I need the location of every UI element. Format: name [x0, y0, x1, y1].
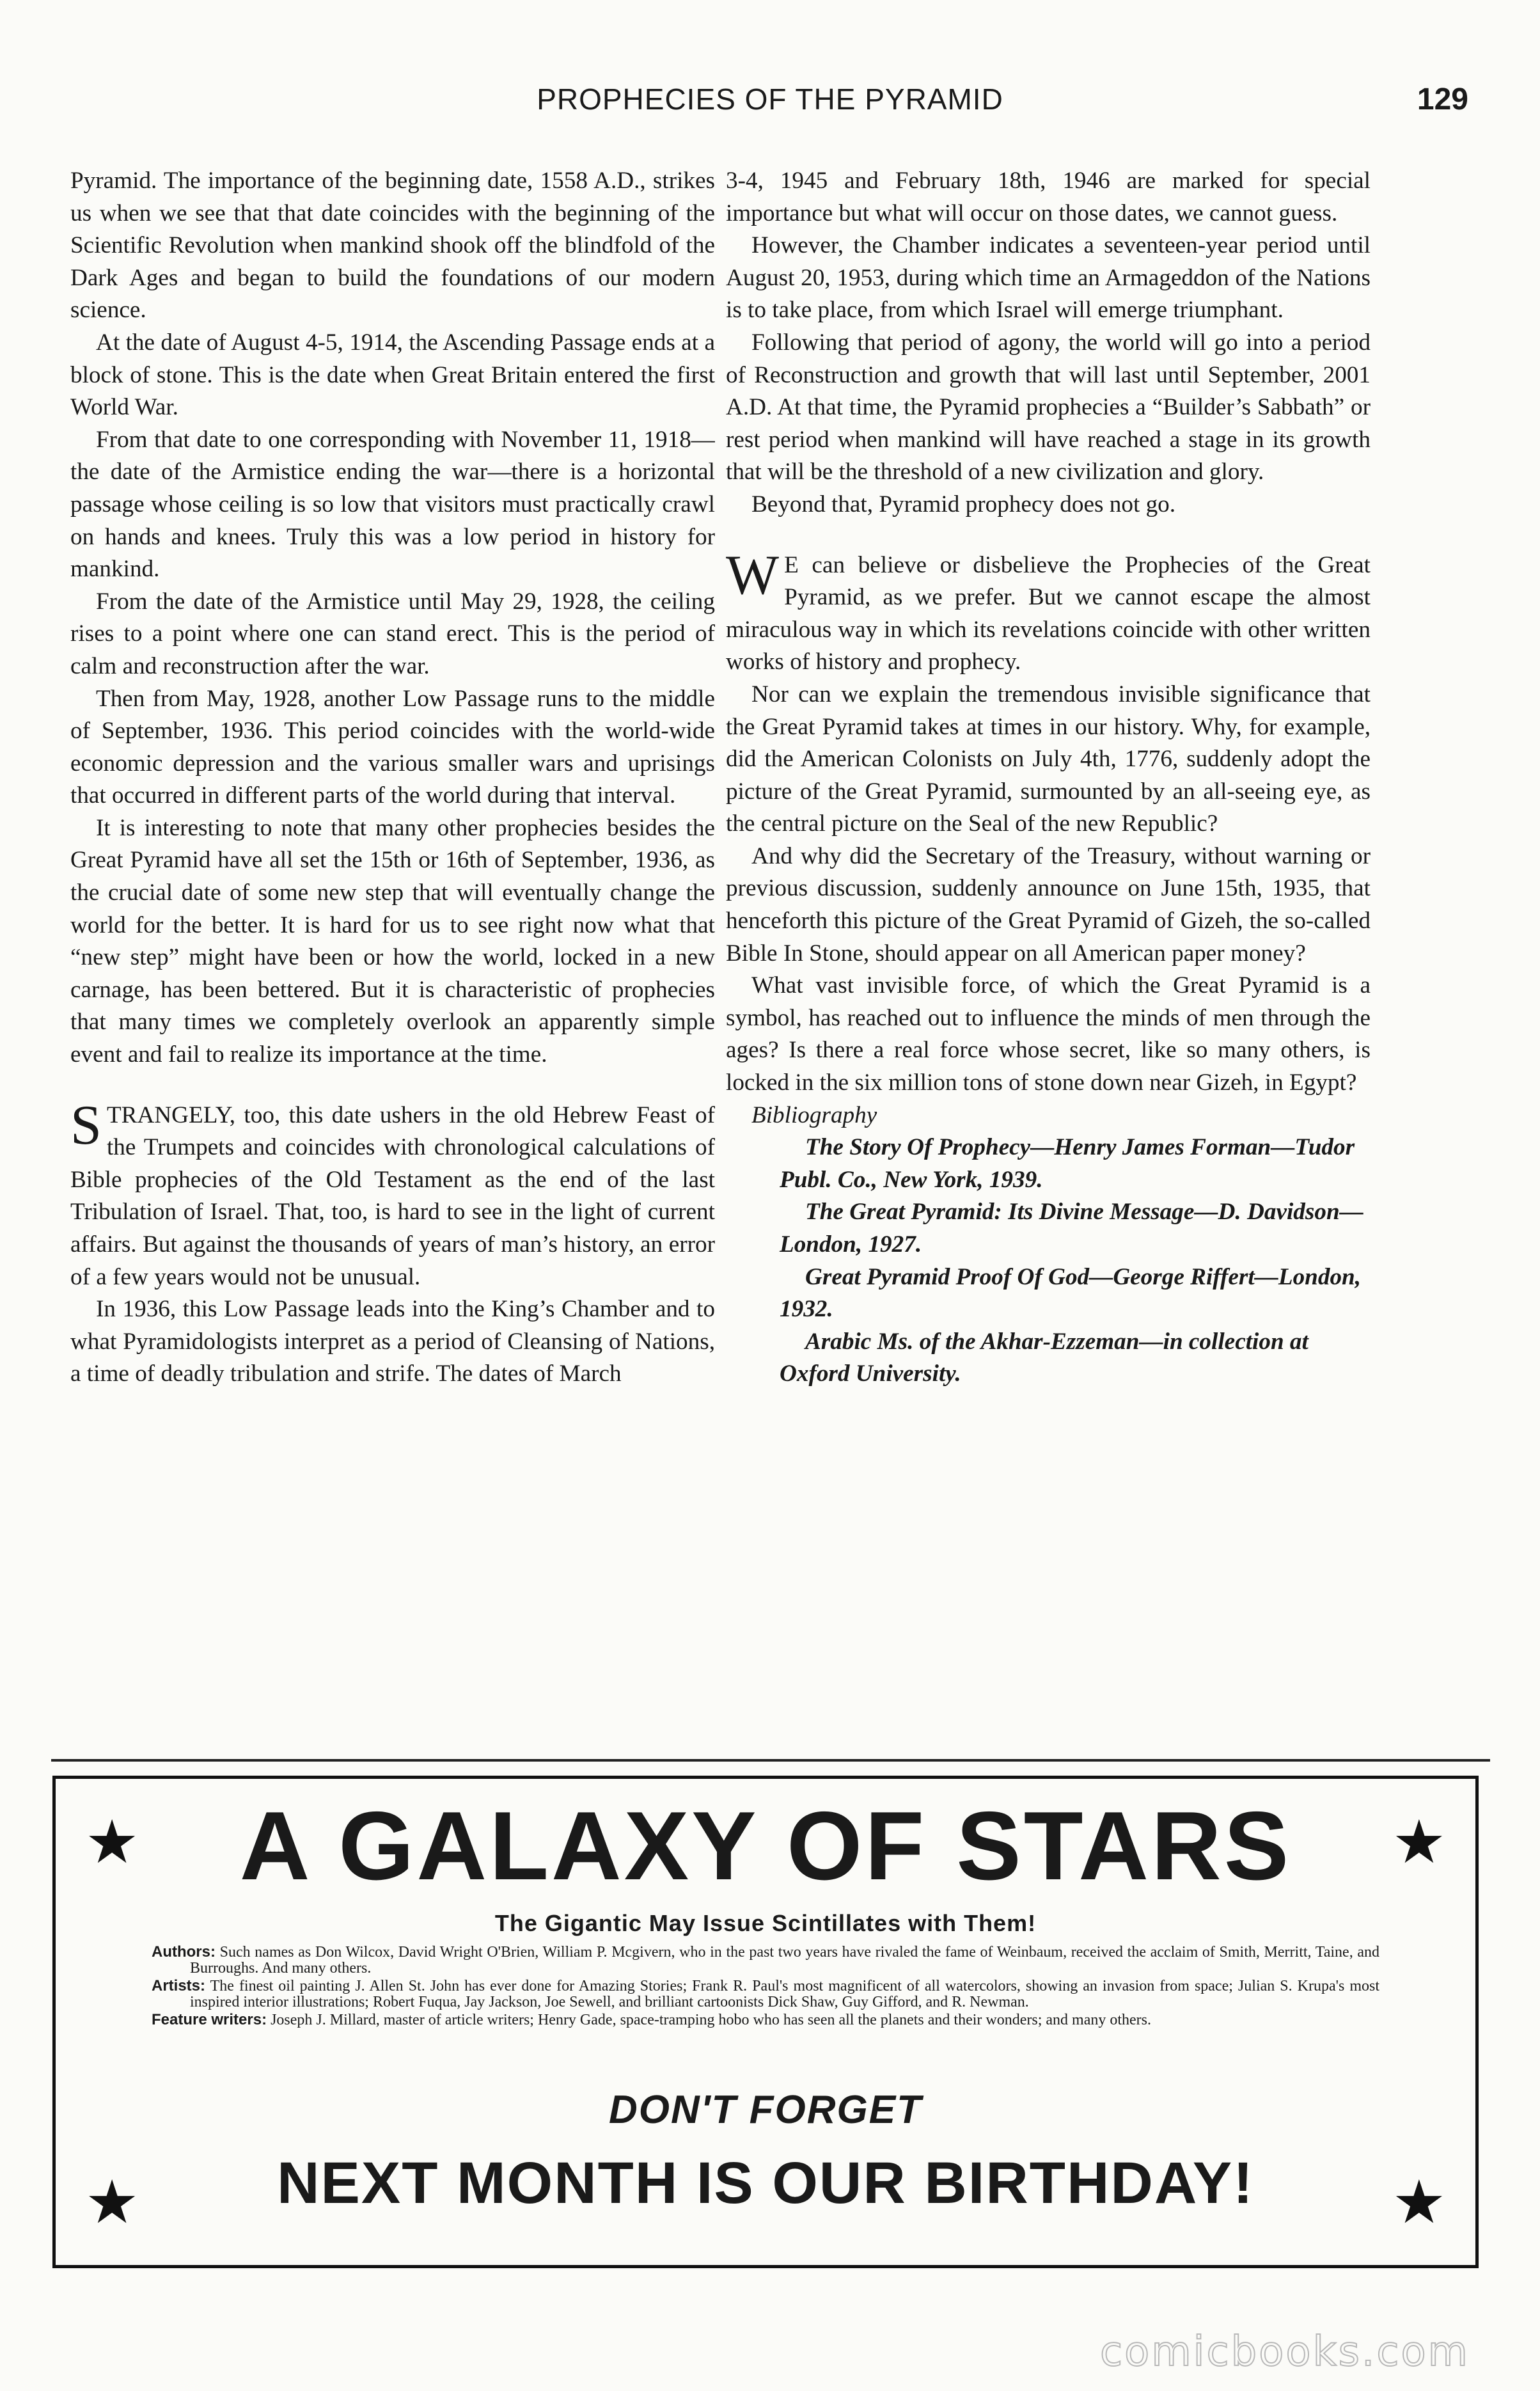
ad-dont-forget: DON'T FORGET: [609, 2088, 922, 2132]
paragraph: What vast invisible force, of which the Great Pyramid is a symbol, has reached out to influence the minds of men through the ages? Is there a real force whose secret, like so many others, is locked in the six million tons of stone down near Gizeh, in Egypt?: [726, 972, 1371, 1096]
paragraph: From the date of the Armistice until May 29, 1928, the ceiling rises to a point where one can stand erect. This is the period of calm and reconstruction after the war.: [70, 588, 715, 679]
bibliography-entry: The Story Of Prophecy—Henry James Forman—Tudor Publ. Co., New York, 1939.: [780, 1134, 1355, 1193]
drop-cap: S: [70, 1094, 102, 1156]
drop-cap: W: [726, 544, 780, 606]
paragraph: And why did the Secretary of the Treasury, without warning or previous discussion, suddenly announce on June 15th, 1935, that henceforth this picture of the Great Pyramid of Gizeh, the so-called Bible In Stone, should appear on all American paper money?: [726, 842, 1371, 967]
paragraph-text: TRANGELY, too, this date ushers in the old Hebrew Feast of the Trumpets and coincides with chronological calculations of Bible prophecies of the Old Testament as the end of the last Tribulation of Israel. That, too, is hard to see in the light of current affairs. But against the thousands of years of man’s history, an error of a few years would not be unusual.: [70, 1101, 715, 1290]
paragraph: Nor can we explain the tremendous invisible significance that the Great Pyramid takes at times in our history. Why, for example, did the American Colonists on July 4th, 1776, suddenly adopt the picture of the Great Pyramid, surmounted by an all-seeing eye, as the central picture on the Seal of the new Republic?: [726, 681, 1371, 837]
bibliography-entry: The Great Pyramid: Its Divine Message—D. Davidson—London, 1927.: [780, 1199, 1363, 1258]
section-opening-paragraph: [70, 1094, 715, 1294]
paragraph: Pyramid. The importance of the beginning date, 1558 A.D., strikes us when we see that that date coincides with the beginning of the Scientific Revolution when mankind shook off the blindfold of the Dark Ages and began to build the foundations of our modern science.: [70, 168, 715, 324]
ad-authors: [152, 1944, 1379, 1977]
paragraph: At the date of August 4-5, 1914, the Ascending Passage ends at a block of stone. This is the date when Great Britain entered the first World War.: [70, 329, 715, 421]
ad-feature-label: Feature writers:: [152, 2011, 267, 2028]
ad-body: [152, 1944, 1379, 2030]
star-icon: ★: [1392, 1808, 1446, 1875]
ad-feature-writers: [152, 2012, 1379, 2028]
left-column: [70, 165, 715, 1745]
paragraph: Then from May, 1928, another Low Passage runs to the middle of September, 1936. This period coincides with the world-wide economic depression and the various smaller wars and uprisings that occurred in different parts of the world during that interval.: [70, 685, 715, 809]
paragraph: Beyond that, Pyramid prophecy does not go.: [751, 491, 1176, 517]
ad-feature-text: Joseph J. Millard, master of article writers; Henry Gade, space-tramping hobo who has seen all the planets and their wonders; and many others.: [271, 2012, 1152, 2028]
page-number: 129: [1417, 83, 1468, 116]
running-title: PROPHECIES OF THE PYRAMID: [537, 83, 1003, 116]
star-icon: ★: [1392, 2168, 1446, 2236]
paragraph: 3-4, 1945 and February 18th, 1946 are marked for special importance but what will occur on those dates, we cannot guess.: [726, 168, 1371, 226]
star-icon: ★: [85, 2168, 139, 2236]
ad-authors-label: Authors:: [152, 1943, 216, 1961]
ad-headline: A GALAXY OF STARS: [239, 1792, 1292, 1900]
bibliography-entry: Great Pyramid Proof Of God—George Riffert—London, 1932.: [780, 1263, 1362, 1323]
section-opening-paragraph: [726, 544, 1371, 679]
paragraph: However, the Chamber indicates a seventeen-year period until August 20, 1953, during which time an Armageddon of the Nations is to take place, from which Israel will emerge triumphant.: [726, 232, 1371, 324]
paragraph: From that date to one corresponding with November 11, 1918—the date of the Armistice ending the war—there is a horizontal passage whose ceiling is so low that visitors must practically crawl on hands and knees. Truly this was a low period in history for mankind.: [70, 426, 715, 583]
paragraph: In 1936, this Low Passage leads into the King’s Chamber and to what Pyramidologists interpret as a period of Cleansing of Nations, a time of deadly tribulation and strife. The dates of March: [70, 1296, 715, 1387]
right-column: [726, 165, 1371, 1745]
divider-rule: [51, 1759, 1490, 1762]
ad-authors-text: Such names as Don Wilcox, David Wright O'Brien, William P. Mcgivern, who in the past two years have rivaled the fame of Weinbaum, received the acclaim of Smith, Merritt, Taine, and Burroughs. And many others.: [190, 1944, 1380, 1977]
page-header: [45, 82, 1495, 127]
ad-artists-text: The finest oil painting J. Allen St. John has ever done for Amazing Stories; Frank R. Paul's most magnificent of all watercolors, showing an invasion from space; Julian S. Krupa's most inspired interior illustrations; Robert Fuqua, Jay Jackson, Joe Sewell, and brilliant cartoonists Dick Shaw, Guy Gifford, and R. Newman.: [190, 1978, 1379, 2010]
paragraph: It is interesting to note that many other prophecies besides the Great Pyramid have all set the 15th or 16th of September, 1936, as the crucial date of some new step that will eventually change the world for the better. It is hard for us to see right now what that “new step” might have been or how the world, locked in a new carnage, has been bettered. But it is characteristic of prophecies that many times we completely overlook an apparently simple event and fail to realize its importance at the time.: [70, 814, 715, 1068]
ad-birthday-line: NEXT MONTH IS OUR BIRTHDAY!: [277, 2150, 1254, 2216]
watermark: comicbooks.com: [1099, 2328, 1470, 2376]
advertisement-box: [52, 1776, 1479, 2268]
bibliography-heading: Bibliography: [751, 1101, 877, 1128]
paragraph-text: E can believe or disbelieve the Prophecies of the Great Pyramid, as we prefer. But we cannot escape the almost miraculous way in which its revelations coincide with other written works of history and prophecy.: [726, 551, 1371, 675]
bibliography-entry: Arabic Ms. of the Akhar-Ezzeman—in collection at Oxford University.: [780, 1328, 1308, 1387]
star-icon: ★: [85, 1808, 139, 1875]
ad-artists: [152, 1978, 1379, 2010]
ad-subhead: The Gigantic May Issue Scintillates with Them!: [494, 1910, 1037, 1936]
ad-artists-label: Artists:: [152, 1977, 206, 1994]
paragraph: Following that period of agony, the world will go into a period of Reconstruction and growth that will last until September, 2001 A.D. At that time, the Pyramid prophecies a “Builder’s Sabbath” or rest period when mankind will have reached a stage in its growth that will be the threshold of a new civilization and glory.: [726, 329, 1371, 485]
